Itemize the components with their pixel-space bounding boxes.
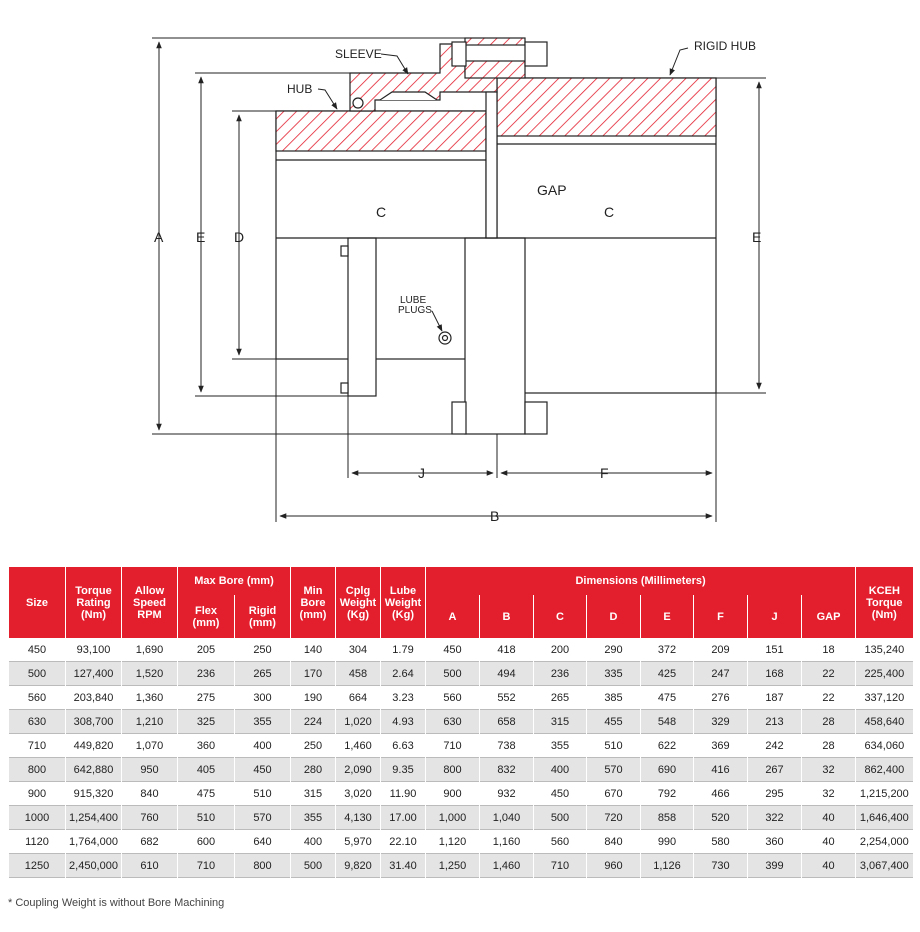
table-cell: 1,646,400 <box>856 806 913 830</box>
label-sleeve: SLEEVE <box>335 47 382 61</box>
table-cell: 372 <box>641 638 694 662</box>
table-cell: 304 <box>336 638 381 662</box>
table-cell: 205 <box>178 638 235 662</box>
table-cell: 640 <box>235 830 291 854</box>
table-cell: 570 <box>587 758 641 782</box>
table-cell: 209 <box>694 638 748 662</box>
header-max-bore: Max Bore (mm) <box>178 567 291 595</box>
spec-table <box>8 567 913 878</box>
leader-hub <box>318 89 337 109</box>
table-cell: 466 <box>694 782 748 806</box>
label-b: B <box>490 508 500 524</box>
table-cell: 4,130 <box>336 806 381 830</box>
table-cell: 600 <box>178 830 235 854</box>
table-cell: 450 <box>534 782 587 806</box>
table-cell: 9.35 <box>381 758 426 782</box>
table-cell: 200 <box>534 638 587 662</box>
bolt-head-top <box>525 42 547 66</box>
table-cell: 300 <box>235 686 291 710</box>
label-lube-line2: PLUGS <box>398 305 432 316</box>
table-cell: 400 <box>235 734 291 758</box>
table-cell: 335 <box>587 662 641 686</box>
table-cell: 355 <box>291 806 336 830</box>
table-cell: 11.90 <box>381 782 426 806</box>
table-cell: 450 <box>9 638 66 662</box>
header-dim-e: E <box>641 595 694 638</box>
table-cell: 247 <box>694 662 748 686</box>
table-cell: 990 <box>641 830 694 854</box>
label-c-left: C <box>376 204 387 220</box>
table-cell: 315 <box>534 710 587 734</box>
table-cell: 2,254,000 <box>856 830 913 854</box>
header-dim-j: J <box>748 595 802 638</box>
table-cell: 792 <box>641 782 694 806</box>
table-cell: 22 <box>802 686 856 710</box>
header-dim-b: B <box>480 595 534 638</box>
table-cell: 3,067,400 <box>856 854 913 878</box>
table-cell: 369 <box>694 734 748 758</box>
table-cell: 642,880 <box>66 758 122 782</box>
table-row <box>9 662 913 686</box>
table-row <box>9 854 913 878</box>
header-dim-d: D <box>587 595 641 638</box>
table-cell: 290 <box>587 638 641 662</box>
table-cell: 552 <box>480 686 534 710</box>
table-cell: 720 <box>587 806 641 830</box>
table-cell: 32 <box>802 758 856 782</box>
table-cell: 1,000 <box>426 806 480 830</box>
table-cell: 22.10 <box>381 830 426 854</box>
table-cell: 475 <box>178 782 235 806</box>
table-cell: 800 <box>9 758 66 782</box>
table-cell: 399 <box>748 854 802 878</box>
table-cell: 690 <box>641 758 694 782</box>
table-cell: 1,460 <box>336 734 381 758</box>
label-d: D <box>234 229 245 245</box>
table-cell: 510 <box>587 734 641 758</box>
table-row <box>9 806 913 830</box>
table-cell: 670 <box>587 782 641 806</box>
table-cell: 40 <box>802 830 856 854</box>
table-cell: 520 <box>694 806 748 830</box>
table-cell: 22 <box>802 662 856 686</box>
table-cell: 500 <box>426 662 480 686</box>
table-cell: 190 <box>291 686 336 710</box>
table-cell: 710 <box>534 854 587 878</box>
table-cell: 630 <box>9 710 66 734</box>
table-cell: 840 <box>587 830 641 854</box>
table-cell: 416 <box>694 758 748 782</box>
header-flex: Flex (mm) <box>178 595 235 638</box>
table-cell: 560 <box>9 686 66 710</box>
table-cell: 355 <box>534 734 587 758</box>
nut-bottom <box>452 402 466 434</box>
table-cell: 250 <box>235 638 291 662</box>
table-cell: 710 <box>178 854 235 878</box>
table-cell: 634,060 <box>856 734 913 758</box>
table-cell: 832 <box>480 758 534 782</box>
table-cell: 1,020 <box>336 710 381 734</box>
table-cell: 610 <box>122 854 178 878</box>
table-cell: 950 <box>122 758 178 782</box>
table-cell: 32 <box>802 782 856 806</box>
header-torque-rating: Torque Rating (Nm) <box>66 567 122 638</box>
header-size: Size <box>9 567 66 638</box>
table-cell: 862,400 <box>856 758 913 782</box>
table-cell: 1,120 <box>426 830 480 854</box>
table-cell: 494 <box>480 662 534 686</box>
table-cell: 322 <box>748 806 802 830</box>
table-cell: 450 <box>426 638 480 662</box>
table-body <box>9 638 913 878</box>
table-cell: 1,690 <box>122 638 178 662</box>
table-cell: 1000 <box>9 806 66 830</box>
table-cell: 1,126 <box>641 854 694 878</box>
table-cell: 738 <box>480 734 534 758</box>
table-cell: 500 <box>291 854 336 878</box>
table-cell: 900 <box>9 782 66 806</box>
table-cell: 510 <box>178 806 235 830</box>
table-cell: 500 <box>534 806 587 830</box>
nut-top <box>452 42 466 66</box>
table-cell: 170 <box>291 662 336 686</box>
table-cell: 1250 <box>9 854 66 878</box>
table-cell: 900 <box>426 782 480 806</box>
table-cell: 475 <box>641 686 694 710</box>
table-cell: 315 <box>291 782 336 806</box>
table-cell: 236 <box>534 662 587 686</box>
table-cell: 9,820 <box>336 854 381 878</box>
table-cell: 932 <box>480 782 534 806</box>
label-gap: GAP <box>537 182 567 198</box>
footnote: * Coupling Weight is without Bore Machining <box>8 897 225 909</box>
table-cell: 40 <box>802 806 856 830</box>
table-cell: 337,120 <box>856 686 913 710</box>
table-cell: 140 <box>291 638 336 662</box>
table-cell: 236 <box>178 662 235 686</box>
table-cell: 1,160 <box>480 830 534 854</box>
table-cell: 664 <box>336 686 381 710</box>
table-cell: 2.64 <box>381 662 426 686</box>
flange-lower <box>465 238 525 434</box>
header-cplg-weight: Cplg Weight (Kg) <box>336 567 381 638</box>
label-hub: HUB <box>287 82 313 96</box>
table-cell: 500 <box>9 662 66 686</box>
table-cell: 710 <box>9 734 66 758</box>
table-cell: 570 <box>235 806 291 830</box>
table-cell: 325 <box>178 710 235 734</box>
table-row <box>9 710 913 734</box>
table-cell: 1,070 <box>122 734 178 758</box>
table-cell: 295 <box>748 782 802 806</box>
table-cell: 560 <box>426 686 480 710</box>
table-cell: 385 <box>587 686 641 710</box>
table-cell: 840 <box>122 782 178 806</box>
table-cell: 18 <box>802 638 856 662</box>
table-cell: 400 <box>291 830 336 854</box>
table-cell: 28 <box>802 734 856 758</box>
table-cell: 3,020 <box>336 782 381 806</box>
table-cell: 135,240 <box>856 638 913 662</box>
table-cell: 1120 <box>9 830 66 854</box>
header-dim-f: F <box>694 595 748 638</box>
table-cell: 360 <box>748 830 802 854</box>
table-cell: 28 <box>802 710 856 734</box>
table-cell: 276 <box>694 686 748 710</box>
table-cell: 1,215,200 <box>856 782 913 806</box>
table-cell: 1,040 <box>480 806 534 830</box>
table-cell: 548 <box>641 710 694 734</box>
table-cell: 127,400 <box>66 662 122 686</box>
table-cell: 267 <box>748 758 802 782</box>
table-cell: 213 <box>748 710 802 734</box>
label-rigid-hub: RIGID HUB <box>694 39 757 53</box>
table-cell: 418 <box>480 638 534 662</box>
table-cell: 1,254,400 <box>66 806 122 830</box>
gap-block <box>486 92 497 238</box>
table-cell: 960 <box>587 854 641 878</box>
header-rigid: Rigid (mm) <box>235 595 291 638</box>
table-cell: 329 <box>694 710 748 734</box>
table-cell: 151 <box>748 638 802 662</box>
seal-ring <box>353 98 363 108</box>
table-cell: 425 <box>641 662 694 686</box>
label-e-left: E <box>196 229 206 245</box>
table-cell: 265 <box>235 662 291 686</box>
table-cell: 168 <box>748 662 802 686</box>
table-cell: 250 <box>291 734 336 758</box>
table-cell: 355 <box>235 710 291 734</box>
rigid-hub-section <box>497 78 716 136</box>
table-cell: 224 <box>291 710 336 734</box>
label-c-right: C <box>604 204 615 220</box>
leader-rigid-hub <box>670 48 688 75</box>
table-cell: 187 <box>748 686 802 710</box>
table-cell: 203,840 <box>66 686 122 710</box>
table-row <box>9 830 913 854</box>
table-cell: 450 <box>235 758 291 782</box>
table-row <box>9 638 913 662</box>
header-dim-a: A <box>426 595 480 638</box>
table-cell: 308,700 <box>66 710 122 734</box>
label-a: A <box>154 229 164 245</box>
table-cell: 1,764,000 <box>66 830 122 854</box>
table-cell: 510 <box>235 782 291 806</box>
table-cell: 580 <box>694 830 748 854</box>
table-cell: 455 <box>587 710 641 734</box>
table-cell: 682 <box>122 830 178 854</box>
table-cell: 1,210 <box>122 710 178 734</box>
header-dim-gap: GAP <box>802 595 856 638</box>
table-cell: 622 <box>641 734 694 758</box>
table-cell: 458,640 <box>856 710 913 734</box>
table-cell: 449,820 <box>66 734 122 758</box>
table-cell: 760 <box>122 806 178 830</box>
table-cell: 405 <box>178 758 235 782</box>
label-j: J <box>418 465 425 481</box>
lube-plug-inner <box>443 336 448 341</box>
table-cell: 400 <box>534 758 587 782</box>
bolt-head-bottom <box>525 402 547 434</box>
flex-hub-section <box>276 111 486 151</box>
table-cell: 280 <box>291 758 336 782</box>
table-cell: 31.40 <box>381 854 426 878</box>
table-cell: 1,520 <box>122 662 178 686</box>
sleeve-lower <box>348 238 376 396</box>
table-cell: 1,460 <box>480 854 534 878</box>
table-cell: 4.93 <box>381 710 426 734</box>
table-cell: 1.79 <box>381 638 426 662</box>
table-cell: 458 <box>336 662 381 686</box>
table-cell: 275 <box>178 686 235 710</box>
label-f: F <box>600 465 609 481</box>
table-cell: 242 <box>748 734 802 758</box>
table-cell: 5,970 <box>336 830 381 854</box>
table-cell: 93,100 <box>66 638 122 662</box>
header-dimensions: Dimensions (Millimeters) <box>426 567 856 595</box>
table-cell: 630 <box>426 710 480 734</box>
table-cell: 560 <box>534 830 587 854</box>
header-kceh-torque: KCEH Torque (Nm) <box>856 567 913 638</box>
table-row <box>9 686 913 710</box>
label-lube-line1: LUBE <box>400 295 427 306</box>
table-cell: 800 <box>235 854 291 878</box>
header-lube-weight: Lube Weight (Kg) <box>381 567 426 638</box>
table-cell: 265 <box>534 686 587 710</box>
header-min-bore: Min Bore (mm) <box>291 567 336 638</box>
stud-left-bottom <box>341 383 348 393</box>
table-cell: 360 <box>178 734 235 758</box>
leader-sleeve <box>381 54 408 74</box>
table-cell: 730 <box>694 854 748 878</box>
table-cell: 658 <box>480 710 534 734</box>
table-cell: 858 <box>641 806 694 830</box>
table-cell: 225,400 <box>856 662 913 686</box>
table-row <box>9 758 913 782</box>
table-cell: 40 <box>802 854 856 878</box>
table-cell: 17.00 <box>381 806 426 830</box>
label-e-right: E <box>752 229 762 245</box>
table-cell: 2,090 <box>336 758 381 782</box>
table-cell: 915,320 <box>66 782 122 806</box>
table-cell: 800 <box>426 758 480 782</box>
table-cell: 2,450,000 <box>66 854 122 878</box>
table-row <box>9 734 913 758</box>
table-cell: 1,360 <box>122 686 178 710</box>
table-cell: 6.63 <box>381 734 426 758</box>
stud-left-top <box>341 246 348 256</box>
table-row <box>9 782 913 806</box>
table-cell: 710 <box>426 734 480 758</box>
table-cell: 1,250 <box>426 854 480 878</box>
table-cell: 3.23 <box>381 686 426 710</box>
header-dim-c: C <box>534 595 587 638</box>
header-allow-speed: Allow Speed RPM <box>122 567 178 638</box>
